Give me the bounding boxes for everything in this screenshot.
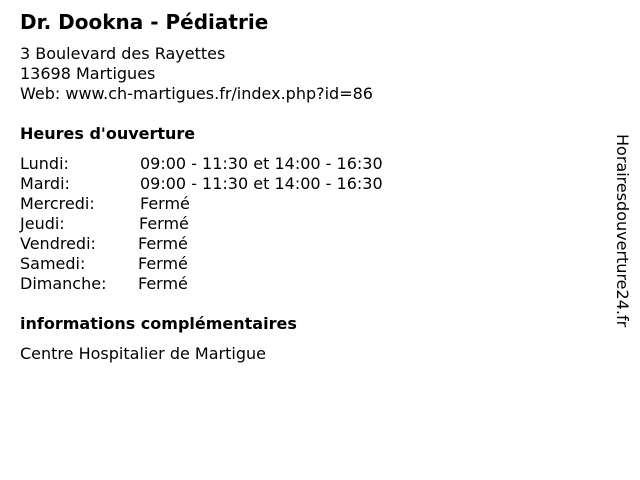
day-label: Mercredi: (20, 194, 95, 213)
day-hours: Fermé (140, 194, 190, 213)
address-city: 13698 Martigues (20, 64, 156, 83)
address-block (20, 44, 373, 104)
day-hours: Fermé (139, 214, 189, 233)
day-hours: 09:00 - 11:30 et 14:00 - 16:30 (140, 154, 383, 173)
day-label: Mardi: (20, 174, 70, 193)
day-label: Samedi: (20, 254, 86, 273)
opening-hours-heading: Heures d'ouverture (20, 124, 196, 143)
address-street: 3 Boulevard des Rayettes (20, 44, 226, 63)
website-link[interactable]: Web: www.ch-martigues.fr/index.php?id=86 (20, 84, 373, 103)
site-watermark: Horairesdouverture24.fr (613, 134, 632, 328)
page-title: Dr. Dookna - Pédiatrie (20, 10, 269, 34)
additional-info-text: Centre Hospitalier de Martigue (20, 344, 266, 363)
day-label: Lundi: (20, 154, 69, 173)
day-hours: Fermé (138, 254, 188, 273)
additional-info-heading: informations complémentaires (20, 314, 297, 333)
day-hours: Fermé (138, 274, 188, 293)
day-label: Dimanche: (20, 274, 107, 293)
day-hours: Fermé (138, 234, 188, 253)
day-label: Jeudi: (20, 214, 65, 233)
day-hours: 09:00 - 11:30 et 14:00 - 16:30 (140, 174, 383, 193)
day-label: Vendredi: (20, 234, 96, 253)
